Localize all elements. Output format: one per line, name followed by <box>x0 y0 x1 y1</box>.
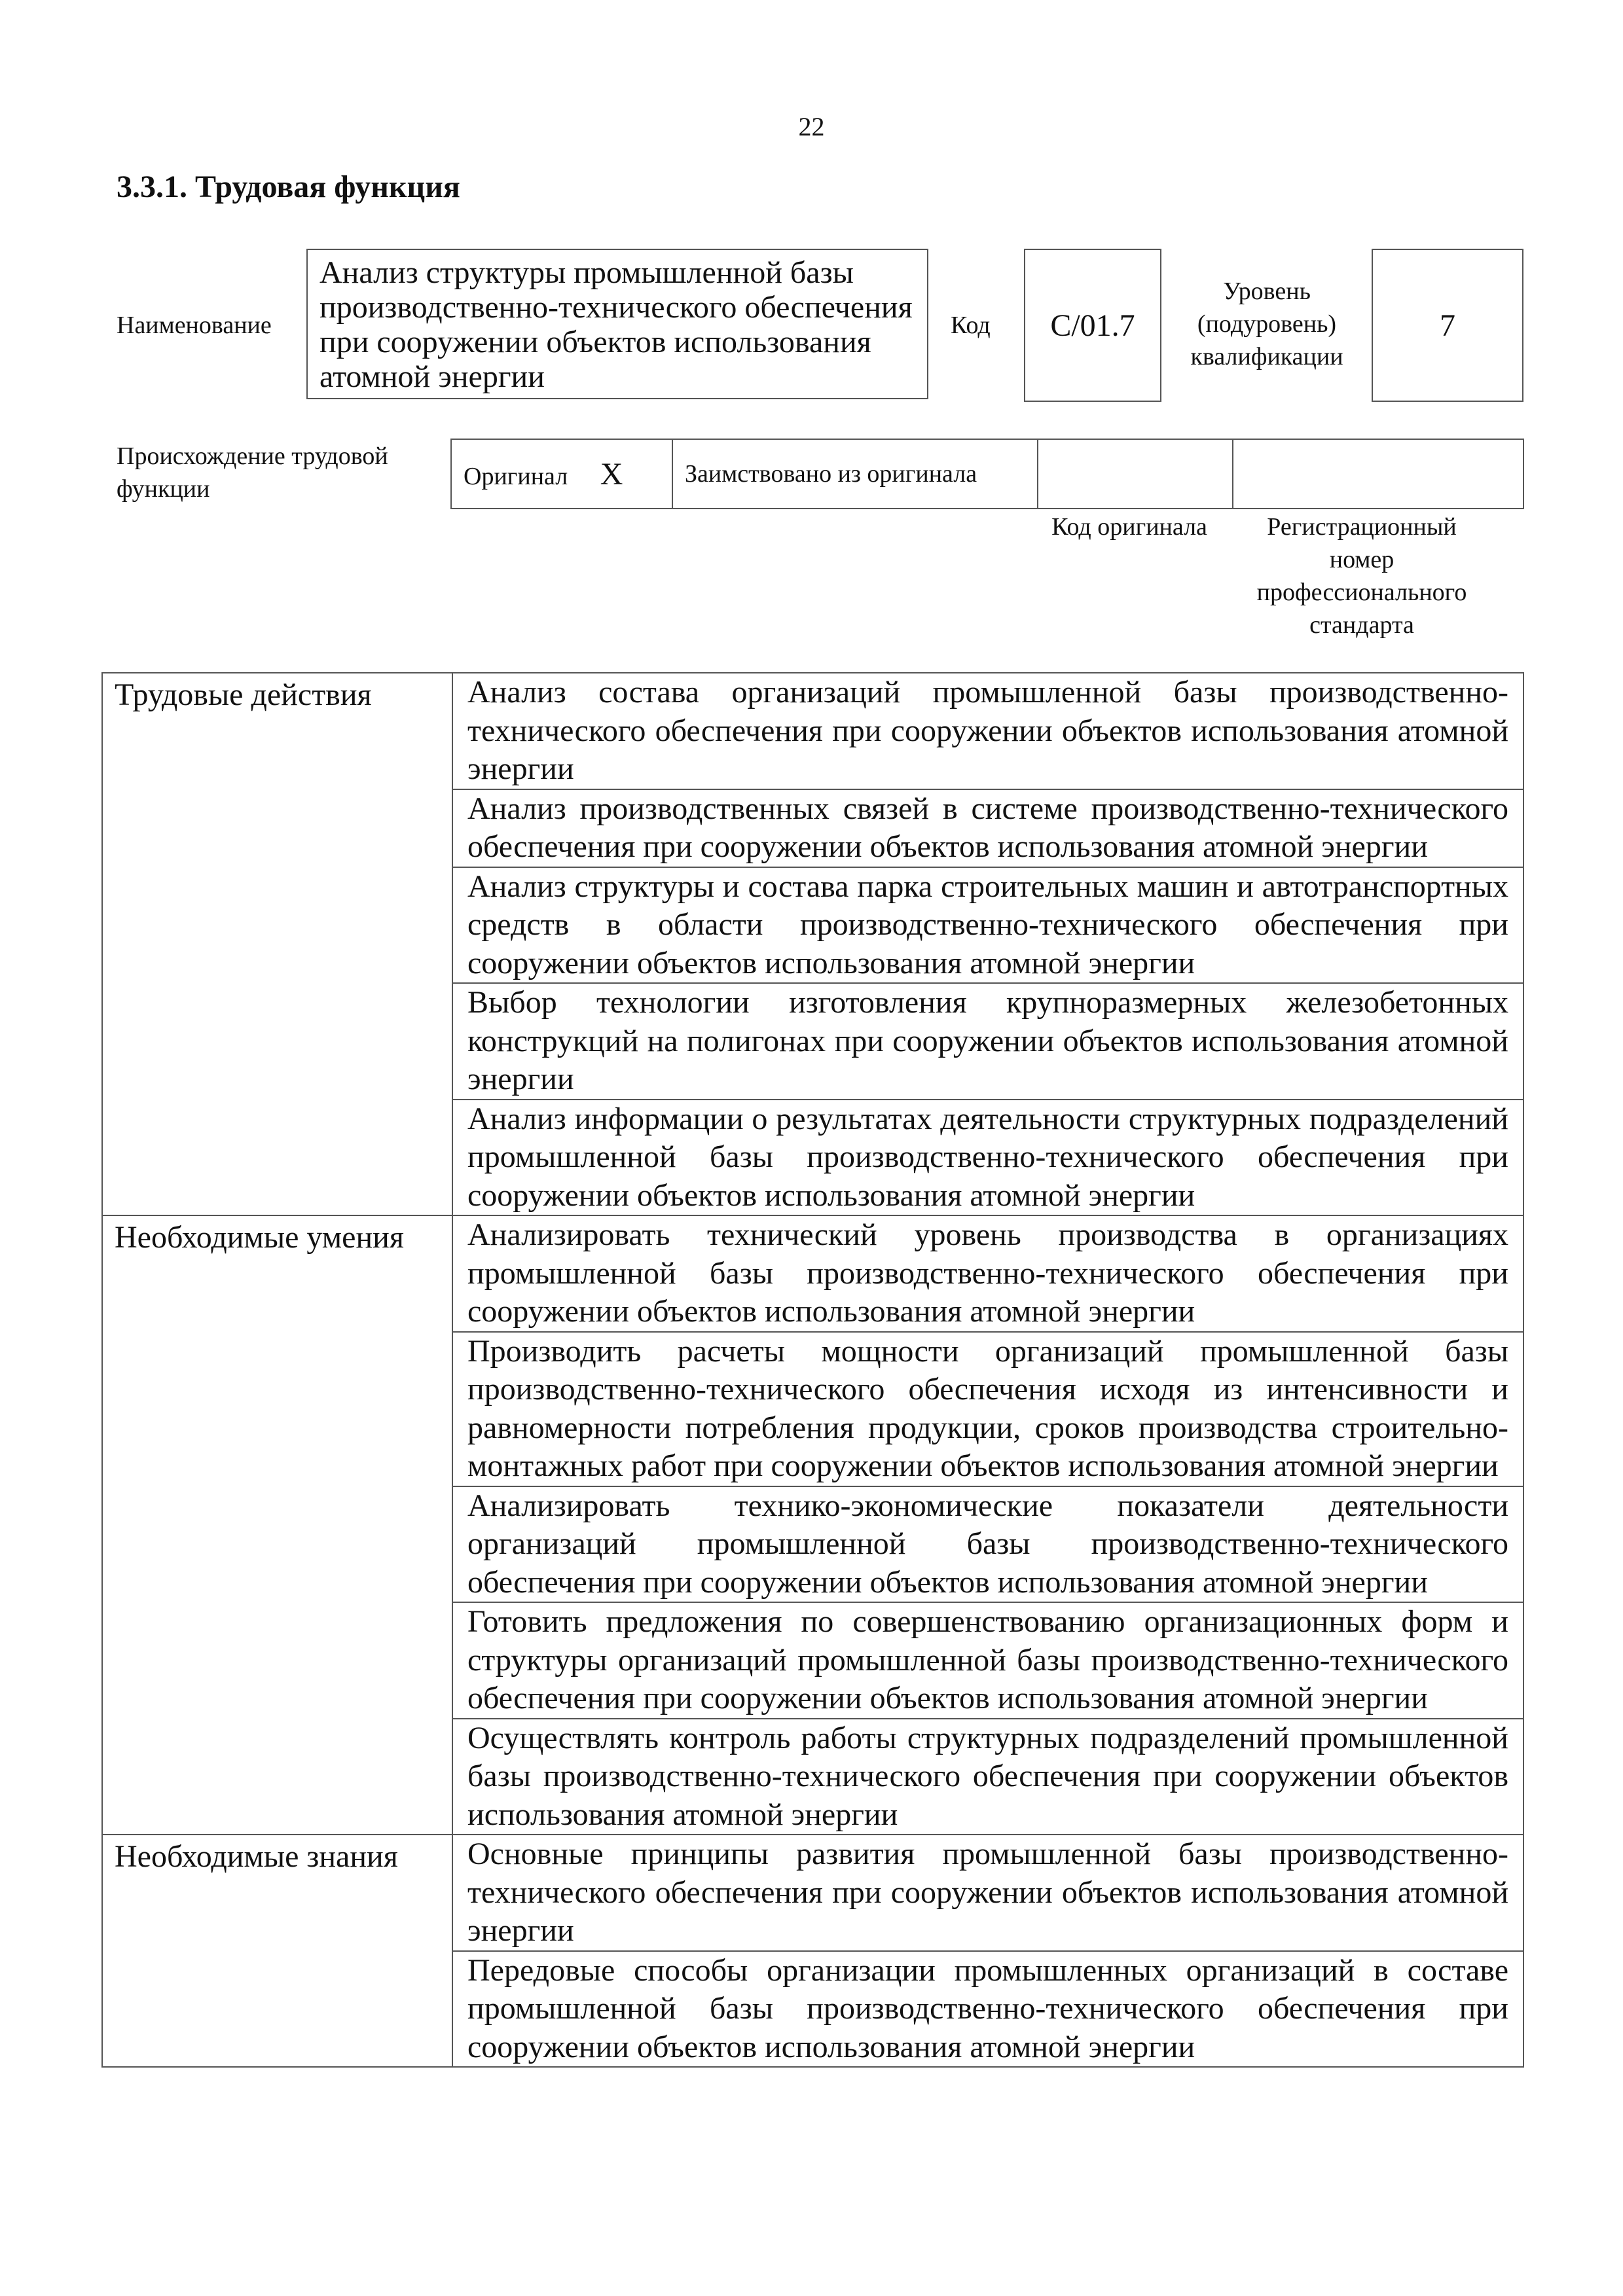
original-cell <box>451 439 672 509</box>
level-value: 7 <box>1440 308 1455 343</box>
level-box <box>1372 249 1523 402</box>
list-item: Готовить предложения по совершенствованию организационных форм и структуры организаций промышленной базы производственно-технического обеспечения при сооружении объектов использования атомной энергии <box>452 1602 1523 1719</box>
list-item: Передовые способы организации промышленных организаций в составе промышленной базы производственно-технического обеспечения при сооружении объектов использования атомной энергии <box>452 1951 1523 2068</box>
list-item: Основные принципы развития промышленной базы производственно-технического обеспечения при сооружении объектов использования атомной энергии <box>452 1835 1523 1951</box>
name-label: Наименование <box>117 312 272 339</box>
origin-table <box>450 439 1524 509</box>
origin-label: Происхождение трудовой функции <box>117 442 388 503</box>
list-item: Выбор технологии изготовления крупноразмерных железобетонных конструкций на полигонах при сооружении объектов использования атомной энергии <box>452 983 1523 1100</box>
page-number: 22 <box>798 112 825 141</box>
function-name-value: Анализ структуры промышленной базы производственно-технического обеспечения при сооружении объектов использования атомной энергии <box>319 255 913 394</box>
table-row <box>102 1835 1523 1951</box>
list-item: Анализ структуры и состава парка строительных машин и автотранспортных средств в области производственно-технического обеспечения при сооружении объектов использования атомной энергии <box>452 867 1523 984</box>
borrowed-label: Заимствовано из оригинала <box>685 460 977 488</box>
function-name-box <box>306 249 928 399</box>
original-code-caption: Код оригинала <box>1051 513 1207 541</box>
table-row <box>102 673 1523 789</box>
level-label: Уровень (подуровень) квалификации <box>1190 278 1343 370</box>
list-item: Анализ информации о результатах деятельности структурных подразделений промышленной базы производственно-технического обеспечения при сооружении объектов использования атомной энергии <box>452 1100 1523 1216</box>
main-table <box>101 672 1524 2068</box>
list-item: Производить расчеты мощности организаций промышленной базы производственно-технического обеспечения исходя из интенсивности и равномерности потребления продукции, сроков производства строительно-монтажных работ при сооружении объектов использования атомной энергии <box>452 1332 1523 1486</box>
category-cell: Трудовые действия <box>102 673 452 1215</box>
category-cell: Необходимые знания <box>102 1835 452 2067</box>
code-label: Код <box>951 312 991 339</box>
original-code-cell <box>1038 439 1233 509</box>
reg-number-caption: Регистрационный номер профессионального стандарта <box>1256 513 1467 639</box>
original-mark: X <box>600 456 623 492</box>
list-item: Анализ производственных связей в системе производственно-технического обеспечения при сооружении объектов использования атомной энергии <box>452 789 1523 867</box>
list-item: Анализ состава организаций промышленной базы производственно-технического обеспечения при сооружении объектов использования атомной энергии <box>452 673 1523 789</box>
section-title: 3.3.1. Трудовая функция <box>117 170 460 204</box>
category-cell: Необходимые умения <box>102 1215 452 1835</box>
table-row <box>102 1215 1523 1332</box>
borrowed-cell <box>672 439 1038 509</box>
reg-number-cell <box>1233 439 1523 509</box>
code-value: C/01.7 <box>1050 308 1135 343</box>
code-box <box>1024 249 1161 402</box>
list-item: Анализировать технико-экономические показатели деятельности организаций промышленной базы производственно-технического обеспечения при сооружении объектов использования атомной энергии <box>452 1486 1523 1603</box>
list-item: Осуществлять контроль работы структурных подразделений промышленной базы производственно-технического обеспечения при сооружении объектов использования атомной энергии <box>452 1719 1523 1835</box>
list-item: Анализировать технический уровень производства в организациях промышленной базы производственно-технического обеспечения при сооружении объектов использования атомной энергии <box>452 1215 1523 1332</box>
original-label: Оригинал <box>464 462 568 490</box>
